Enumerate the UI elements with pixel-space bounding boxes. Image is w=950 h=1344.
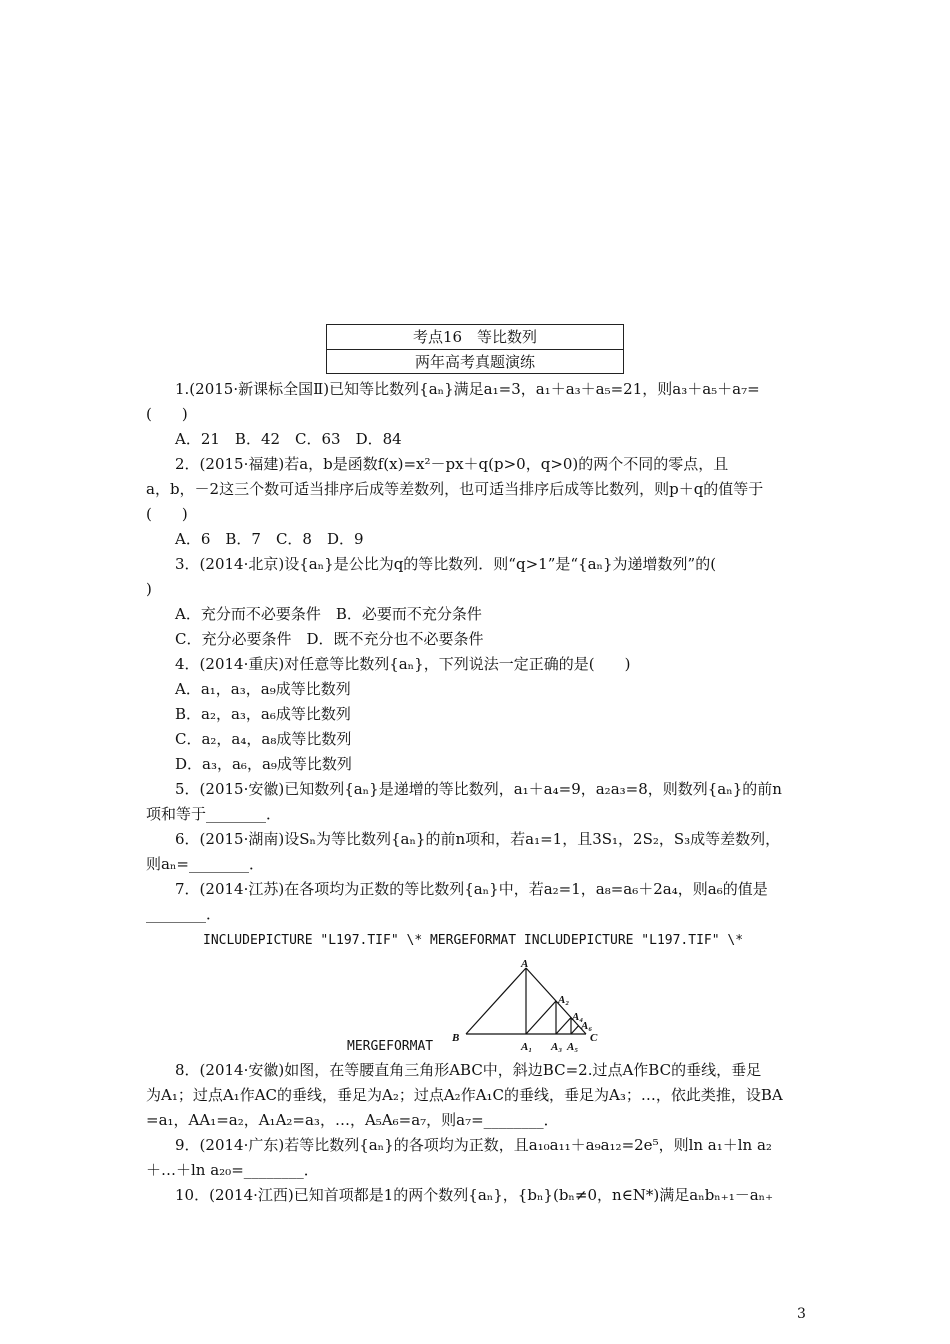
problem-1-line-1: 1.(2015·新课标全国Ⅱ)已知等比数列{aₙ}满足a₁=3，a₁＋a₃＋a₅=21，则a₃＋a₅＋a₇= <box>175 380 760 398</box>
problem-3-options-cd: C．充分必要条件 D．既不充分也不必要条件 <box>175 630 484 648</box>
problem-7-line-1: 7．(2014·江苏)在各项均为正数的等比数列{aₙ}中，若a₂=1，a₈=a₆＋2a₄，则a₆的值是 <box>175 880 768 898</box>
line-a1a2 <box>526 1001 556 1034</box>
line-a5a6 <box>571 1026 579 1034</box>
label-a5: A₅ <box>567 1041 579 1053</box>
line-ba <box>466 968 526 1034</box>
problem-9-line-1: 9．(2014·广东)若等比数列{aₙ}的各项均为正数，且a₁₀a₁₁＋a₉a₁₂=2e⁵，则ln a₁＋ln a₂ <box>175 1136 772 1154</box>
section-title: 考点16 等比数列 <box>327 325 623 350</box>
triangle-figure <box>446 958 608 1058</box>
problem-1-line-2: ( ) <box>146 405 188 423</box>
label-a1: A₁ <box>521 1041 533 1053</box>
problem-4-option-c: C．a₂，a₄，a₈成等比数列 <box>175 730 352 748</box>
problem-5-line-1: 5．(2015·安徽)已知数列{aₙ}是递增的等比数列，a₁＋a₄=9，a₂a₃=8，则数列{aₙ}的前n <box>175 780 782 798</box>
section-title-box <box>326 324 624 374</box>
problem-3-line-2: ) <box>146 580 152 598</box>
label-a6: A₆ <box>581 1020 593 1032</box>
problem-3-line-1: 3．(2014·北京)设{aₙ}是公比为q的等比数列．则“q>1”是“{aₙ}为递增数列”的( <box>175 555 717 573</box>
problem-10-line-1: 10．(2014·江西)已知首项都是1的两个数列{aₙ}，{bₙ}(bₙ≠0，n∈N*)满足aₙbₙ₊₁－aₙ₊ <box>175 1186 774 1204</box>
problem-2-line-2: a，b，－2这三个数可适当排序后成等差数列，也可适当排序后成等比数列，则p＋q的值等于 <box>146 480 764 498</box>
problem-4-stem: 4．(2014·重庆)对任意等比数列{aₙ}，下列说法一定正确的是( ) <box>175 655 631 673</box>
problem-1-options: A．21 B．42 C．63 D．84 <box>175 430 402 448</box>
problem-2-line-3: ( ) <box>146 505 188 523</box>
problem-3-options-ab: A．充分而不必要条件 B．必要而不充分条件 <box>175 605 482 623</box>
page-number: 3 <box>797 1306 806 1322</box>
problem-2-line-1: 2．(2015·福建)若a，b是函数f(x)=x²－px＋q(p>0，q>0)的两个不同的零点，且 <box>175 455 729 473</box>
problem-4-option-a: A．a₁，a₃，a₉成等比数列 <box>175 680 351 698</box>
problem-8-line-3: =a₁，AA₁=a₂，A₁A₂=a₃，…，A₅A₆=a₇，则a₇=________． <box>146 1111 559 1129</box>
field-code-tail: MERGEFORMAT <box>347 1039 434 1054</box>
problem-9-line-2: ＋…＋ln a₂₀=________． <box>146 1161 319 1179</box>
problem-7-line-2: ________． <box>146 905 222 923</box>
section-subtitle: 两年高考真题演练 <box>414 353 535 371</box>
field-code-text: INCLUDEPICTURE "L197.TIF" \* MERGEFORMAT INCLUDEPICTURE "L197.TIF" \* <box>203 933 744 948</box>
problem-4-option-d: D．a₃，a₆，a₉成等比数列 <box>175 755 352 773</box>
label-a3: A₃ <box>551 1041 563 1053</box>
problem-2-options: A．6 B．7 C．8 D．9 <box>175 530 364 548</box>
label-b: B <box>452 1032 460 1044</box>
problem-8-line-2: 为A₁；过点A₁作AC的垂线，垂足为A₂；过点A₂作A₁C的垂线，垂足为A₃；…，依此类推，设BA <box>146 1086 783 1104</box>
problem-8-line-1: 8．(2014·安徽)如图，在等腰直角三角形ABC中，斜边BC=2.过点A作BC的垂线，垂足 <box>175 1061 762 1079</box>
label-a: A <box>521 958 529 970</box>
problem-6-line-2: 则aₙ=________． <box>146 855 265 873</box>
problem-5-line-2: 项和等于________． <box>146 805 282 823</box>
problem-4-option-b: B．a₂，a₃，a₆成等比数列 <box>175 705 351 723</box>
label-a4: A₄ <box>572 1011 584 1023</box>
problem-6-line-1: 6．(2015·湖南)设Sₙ为等比数列{aₙ}的前n项和，若a₁=1，且3S₁，2S₂，S₃成等差数列， <box>175 830 781 848</box>
line-a3a4 <box>556 1018 571 1035</box>
label-a2: A₂ <box>558 994 570 1006</box>
label-c: C <box>590 1032 598 1044</box>
